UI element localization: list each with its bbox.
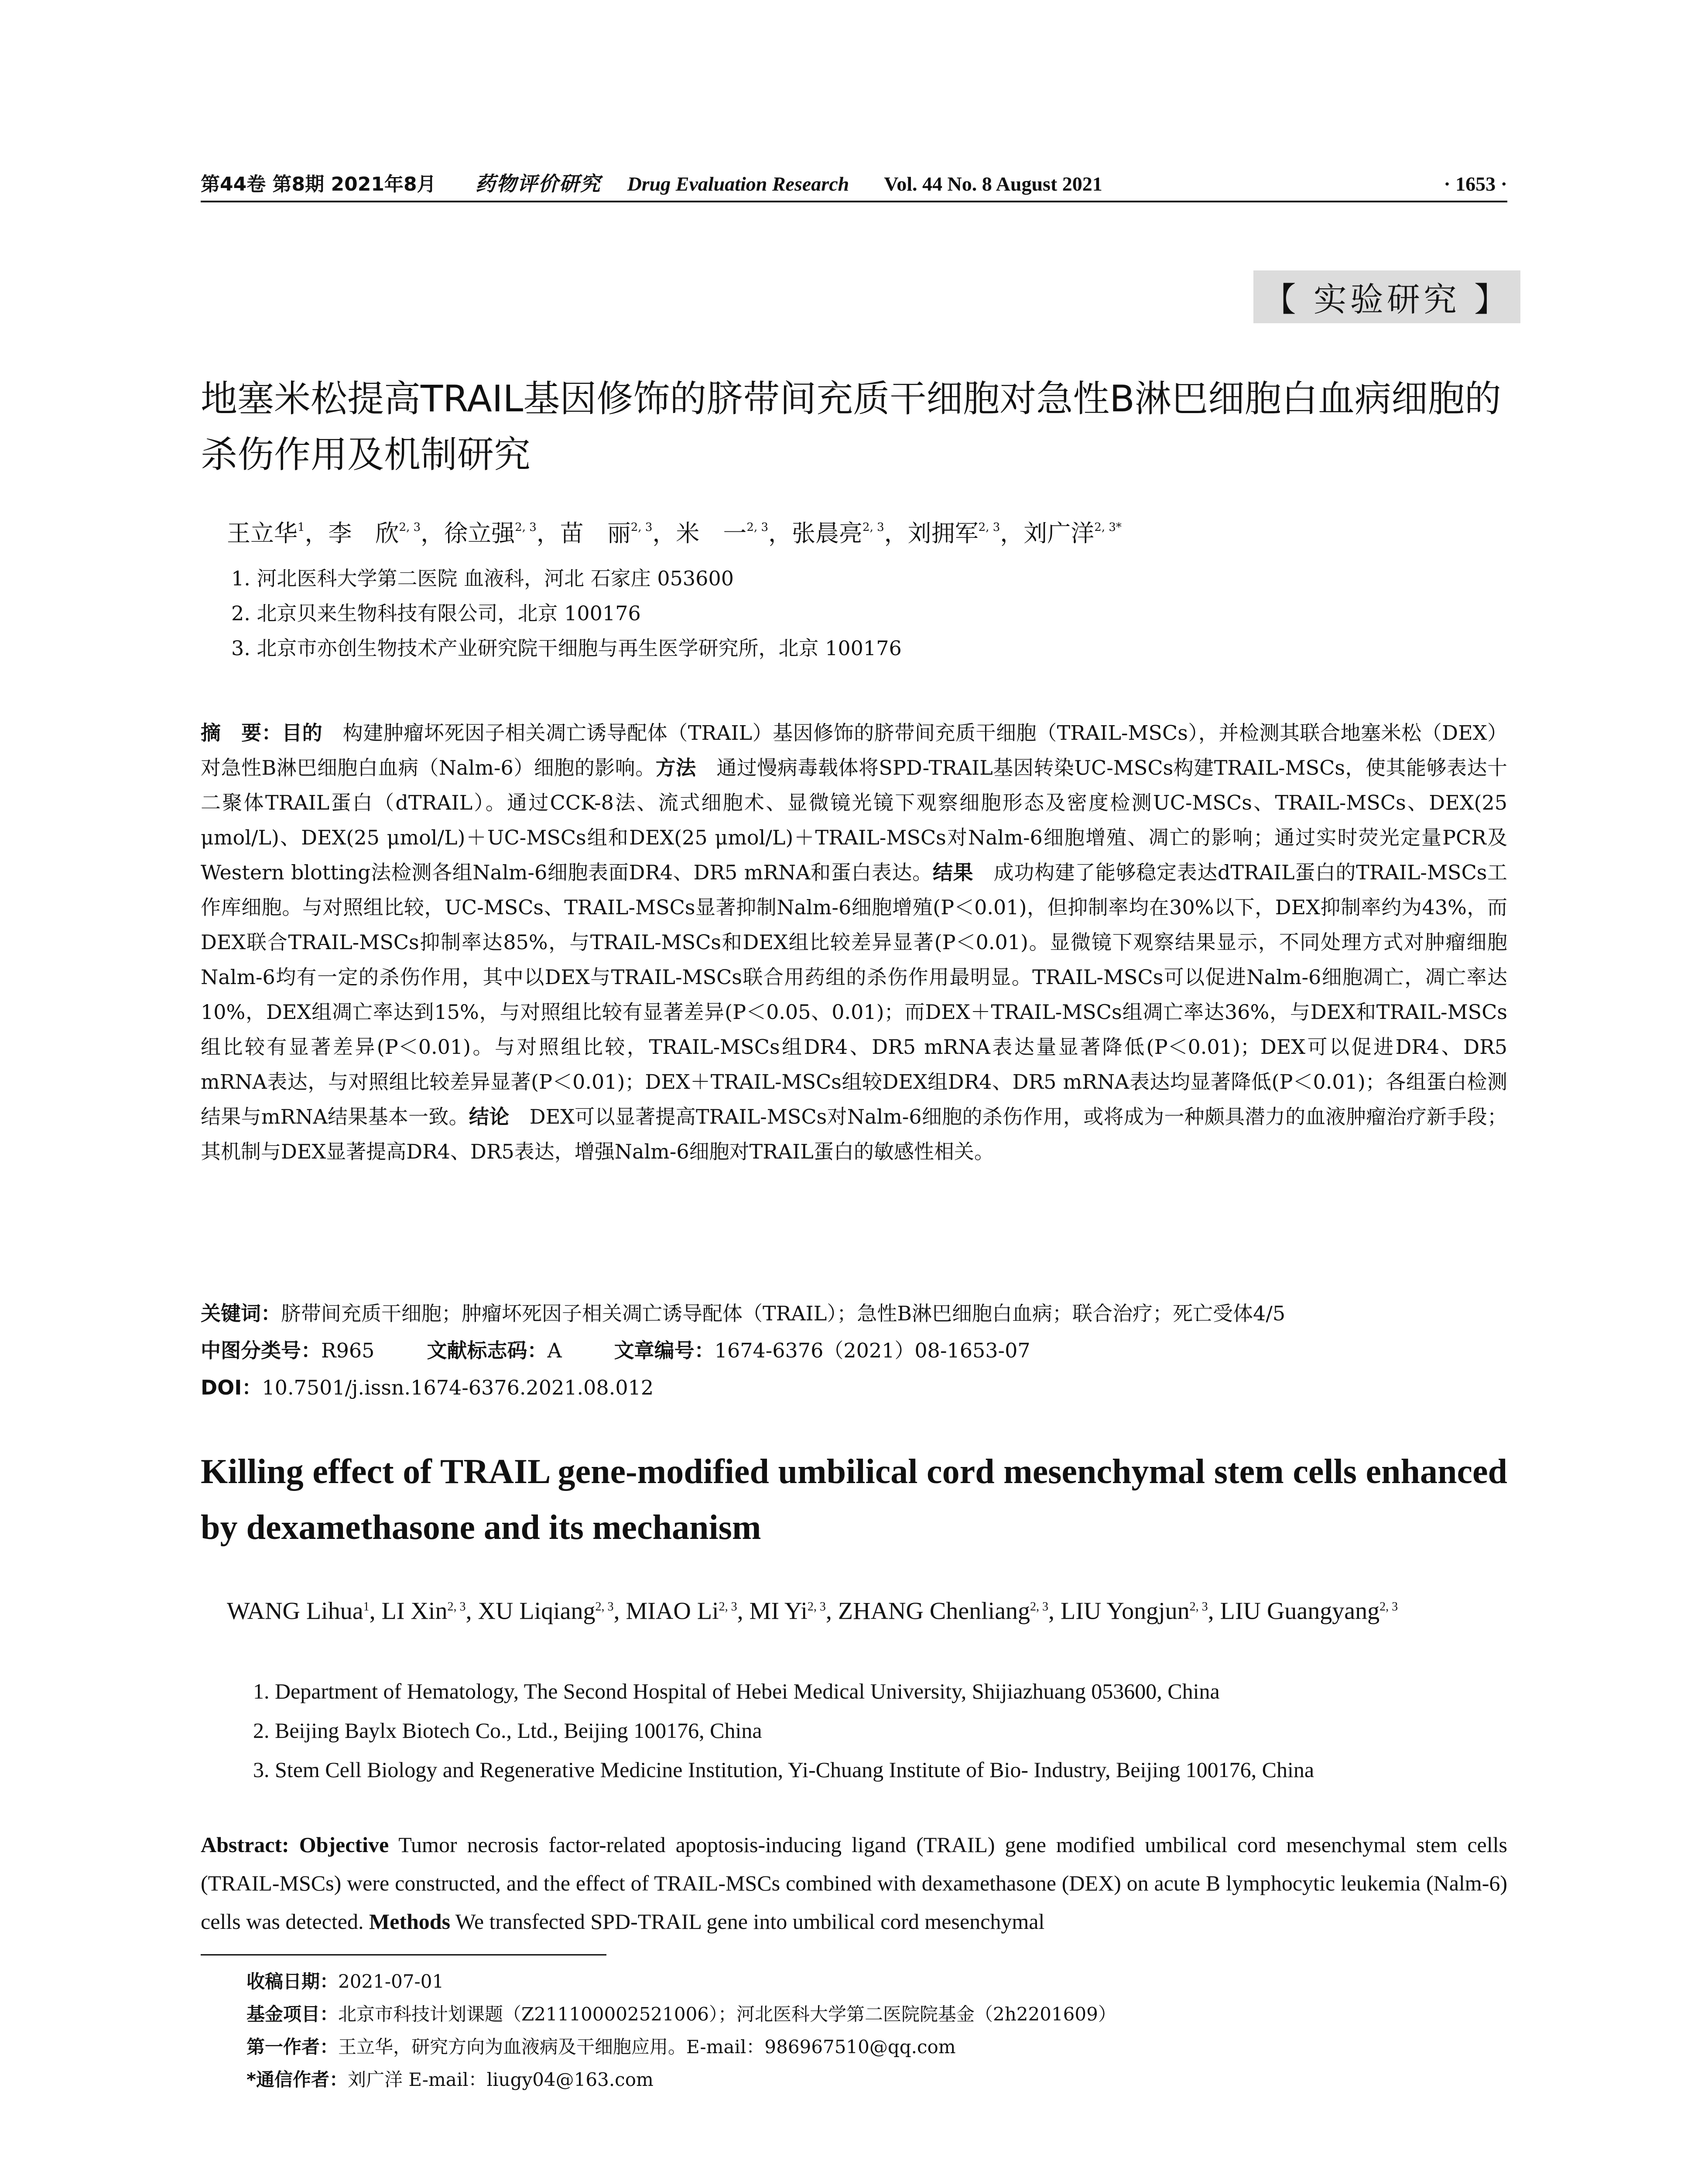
clc-value: R965 bbox=[321, 1339, 375, 1362]
author-affiliation: 2, 3 bbox=[807, 1600, 826, 1614]
affiliation-en: 1. Department of Hematology, The Second Hospital of Hebei Medical University, Shijiazhuang 053600, China bbox=[253, 1679, 1220, 1703]
objective-label: 目的 bbox=[282, 721, 323, 745]
footnote-text: 刘广洋 E-mail：liugy04@163.com bbox=[347, 2069, 654, 2090]
affiliation-en: 3. Stem Cell Biology and Regenerative Medicine Institution, Yi-Chuang Institute of Bio- Industry, Beijing 100176, China bbox=[253, 1757, 1314, 1782]
authors-en: WANG Lihua$^1$, LI Xin$^{2, 3}$, XU Liqiang$^{2, 3}$, MIAO Li$^{2, 3}$, MI Yi$^{2, 3}$, ZHANG Chenliang$^{2, 3}$, LIU Yongjun$^{2, 3}$, LIU Guangyang$^{2, 3}$ bbox=[227, 1597, 1398, 1625]
doc-code-value: A bbox=[547, 1339, 562, 1362]
footnote-text: 2021-07-01 bbox=[338, 1971, 444, 1992]
author-name: 米 一 bbox=[676, 520, 747, 547]
author-affiliation: 1 bbox=[298, 521, 305, 534]
issue-info-cn: 第44卷 第8期 2021年8月 bbox=[201, 173, 436, 195]
conclusion-text: DEX可以显著提高TRAIL-MSCs对Nalm-6细胞的杀伤作用，或将成为一种颇具潜力的血液肿瘤治疗新手段；其机制与DEX显著提高DR4、DR5表达，增强Nalm-6细胞对TRAIL蛋白的敏感性相关。 bbox=[201, 1105, 1507, 1163]
author-affiliation: 2, 3 bbox=[978, 521, 1000, 534]
journal-name-en: Drug Evaluation Research bbox=[627, 173, 849, 195]
footnote-funding bbox=[246, 2000, 1116, 2026]
author-affiliation: 2, 3 bbox=[746, 521, 769, 534]
author-affiliation: 1 bbox=[363, 1600, 370, 1614]
author-name: 张晨亮 bbox=[792, 520, 863, 547]
doi-line bbox=[201, 1372, 654, 1401]
footnote-divider bbox=[201, 1954, 606, 1955]
affiliation-cn: 1. 河北医科大学第二医院 血液科，河北 石家庄 053600 bbox=[231, 567, 734, 590]
page-number: · 1653 · bbox=[1444, 173, 1507, 195]
journal-logo: 药物评价研究 bbox=[475, 172, 601, 195]
footnote-first-author bbox=[246, 2033, 956, 2059]
conclusion-label: 结论 bbox=[469, 1105, 510, 1128]
abstract-en-label: Abstract: bbox=[201, 1832, 289, 1857]
footnote-label: 收稿日期： bbox=[246, 1971, 339, 1992]
results-text: 成功构建了能够稳定表达dTRAIL蛋白的TRAIL-MSCs工作库细胞。与对照组比较，UC-MSCs、TRAIL-MSCs显著抑制Nalm-6细胞增殖(P＜0.01)，但抑制率均在30%以下，DEX抑制率约为43%，而DEX联合TRAIL-MSCs抑制率达85%，与TRAIL-MSCs和DEX组比较差异显著(P＜0.01)。显微镜下观察结果显示，不同处理方式对肿瘤细胞Nalm-6均有一定的杀伤作用，其中以DEX与TRAIL-MSCs联合用药组的杀伤作用最明显。TRAIL-MSCs可以促进Nalm-6细胞凋亡，凋亡率达10%，DEX组凋亡率达到15%，与对照组比较有显著差异(P＜0.05、0.01)；而DEX＋TRAIL-MSCs组凋亡率达36%，与DEX和TRAIL-MSCs组比较有显著差异(P＜0.01)。与对照组比较，TRAIL-MSCs组DR4、DR5 mRNA表达量显著降低(P＜0.01)；DEX可以促进DR4、DR5 mRNA表达，与对照组比较差异显著(P＜0.01)；DEX＋TRAIL-MSCs组较DEX组DR4、DR5 mRNA表达均显著降低(P＜0.01)；各组蛋白检测结果与mRNA结果基本一致。 bbox=[201, 861, 1508, 1128]
keywords bbox=[201, 1298, 1285, 1326]
author-name: WANG Lihua bbox=[227, 1597, 363, 1625]
footnote-received bbox=[246, 1967, 444, 1993]
article-number-label: 文章编号： bbox=[614, 1339, 715, 1362]
results-label: 结果 bbox=[932, 861, 974, 884]
clc-label: 中图分类号： bbox=[201, 1339, 321, 1362]
keywords-label: 关键词： bbox=[201, 1302, 281, 1325]
article-number-value: 1674-6376（2021）08-1653-07 bbox=[714, 1339, 1030, 1362]
author-name: 苗 丽 bbox=[560, 520, 631, 547]
abstract-label: 摘 要： bbox=[201, 721, 282, 745]
objective-text: 构建肿瘤坏死因子相关凋亡诱导配体（TRAIL）基因修饰的脐带间充质干细胞（TRAIL-MSCs），并检测其联合地塞米松（DEX）对急性B淋巴细胞白血病（Nalm-6）细胞的影响。 bbox=[201, 721, 1508, 779]
affiliation-en: 2. Beijing Baylx Biotech Co., Ltd., Beijing 100176, China bbox=[253, 1718, 762, 1743]
objective-en-label: Objective bbox=[299, 1832, 389, 1857]
author-affiliation: 2, 3 bbox=[515, 521, 537, 534]
title-cn: 地塞米松提高TRAIL基因修饰的脐带间充质干细胞对急性B淋巴细胞白血病细胞的杀伤作用及机制研究 bbox=[201, 377, 1501, 476]
header-divider bbox=[201, 201, 1507, 202]
author-name: 王立华 bbox=[227, 520, 298, 547]
doi-value: 10.7501/j.issn.1674-6376.2021.08.012 bbox=[262, 1376, 654, 1399]
author-name: 刘广洋 bbox=[1023, 520, 1095, 547]
author-name: LI Xin bbox=[381, 1597, 448, 1625]
objective-en-text: Tumor necrosis factor-related apoptosis-inducing ligand (TRAIL) gene modified umbilical cord mesenchymal stem cells (TRAIL-MSCs) were constructed, and the effect of TRAIL-MSCs combined with dexamethasone (DEX) on acute B lymphocytic leukemia (Nalm-6) cells was detected. bbox=[201, 1832, 1507, 1934]
affiliation-cn: 2. 北京贝来生物科技有限公司，北京 100176 bbox=[231, 602, 641, 625]
methods-en-label: Methods bbox=[369, 1909, 451, 1934]
author-name: ZHANG Chenliang bbox=[838, 1597, 1030, 1625]
author-affiliation: 2, 3 bbox=[719, 1600, 737, 1614]
footnote-text: 北京市科技计划课题（Z211100002521006）；河北医科大学第二医院院基金（2h2201609） bbox=[338, 2003, 1116, 2025]
classification-line bbox=[201, 1335, 1030, 1364]
doc-code-label: 文献标志码： bbox=[427, 1339, 548, 1362]
author-affiliation: 2, 3 bbox=[863, 521, 884, 534]
author-affiliation: 2, 3 bbox=[399, 521, 421, 534]
footnote-text: 王立华，研究方向为血液病及干细胞应用。E-mail：986967510@qq.com bbox=[338, 2036, 956, 2058]
affiliation-cn: 3. 北京市亦创生物技术产业研究院干细胞与再生医学研究所，北京 100176 bbox=[231, 636, 902, 660]
running-header bbox=[201, 168, 1507, 197]
authors-cn: 王立华$^1$，李 欣$^{2, 3}$，徐立强$^{2, 3}$，苗 丽$^{2, 3}$，米 一$^{2, 3}$，张晨亮$^{2, 3}$，刘拥军$^{2, 3}$，刘广洋$^{2, 3*}$ bbox=[227, 520, 1122, 547]
methods-text: 通过慢病毒载体将SPD-TRAIL基因转染UC-MSCs构建TRAIL-MSCs，使其能够表达十二聚体TRAIL蛋白（dTRAIL）。通过CCK-8法、流式细胞术、显微镜光镜下观察细胞形态及密度检测UC-MSCs、TRAIL-MSCs、DEX(25 μmol/L)、DEX(25 μmol/L)＋UC-MSCs组和DEX(25 μmol/L)＋TRAIL-MSCs对Nalm-6细胞增殖、凋亡的影响；通过实时荧光定量PCR及Western blotting法检测各组Nalm-6细胞表面DR4、DR5 mRNA和蛋白表达。 bbox=[201, 756, 1508, 884]
author-affiliation: 2, 3 bbox=[595, 1600, 614, 1614]
volume-info-en: Vol. 44 No. 8 August 2021 bbox=[884, 173, 1102, 195]
author-affiliation: 2, 3 bbox=[1379, 1600, 1398, 1614]
author-affiliation: 2, 3 bbox=[1189, 1600, 1208, 1614]
footnote-label: 第一作者： bbox=[246, 2036, 339, 2058]
footnote-label: *通信作者： bbox=[246, 2069, 348, 2090]
abstract-en bbox=[201, 1825, 1507, 1941]
section-tag: 【 实验研究 】 bbox=[1253, 270, 1520, 323]
doi-label: DOI： bbox=[201, 1376, 262, 1399]
methods-label: 方法 bbox=[655, 756, 696, 779]
footnote-label: 基金项目： bbox=[246, 2003, 339, 2025]
methods-en-text: We transfected SPD-TRAIL gene into umbilical cord mesenchymal bbox=[455, 1909, 1045, 1934]
author-name: LIU Guangyang bbox=[1220, 1597, 1380, 1625]
author-name: LIU Yongjun bbox=[1061, 1597, 1190, 1625]
title-en: Killing effect of TRAIL gene-modified umbilical cord mesenchymal stem cells enhanced by dexamethasone and its mechanism bbox=[201, 1453, 1507, 1547]
author-affiliation: 2, 3 bbox=[630, 521, 653, 534]
author-name: XU Liqiang bbox=[478, 1597, 596, 1625]
keywords-text: 脐带间充质干细胞；肿瘤坏死因子相关凋亡诱导配体（TRAIL）；急性B淋巴细胞白血病；联合治疗；死亡受体4/5 bbox=[281, 1302, 1286, 1325]
author-name: 徐立强 bbox=[444, 520, 515, 547]
author-affiliation: 2, 3 bbox=[1030, 1600, 1049, 1614]
author-name: MIAO Li bbox=[626, 1597, 719, 1625]
author-affiliation: 2, 3 bbox=[447, 1600, 466, 1614]
author-name: 刘拥军 bbox=[907, 520, 979, 547]
author-name: 李 欣 bbox=[328, 520, 399, 547]
footnote-corresponding-author bbox=[246, 2065, 654, 2092]
author-affiliation: 2, 3* bbox=[1094, 521, 1122, 534]
author-name: MI Yi bbox=[749, 1597, 808, 1625]
abstract-cn bbox=[201, 715, 1507, 1169]
